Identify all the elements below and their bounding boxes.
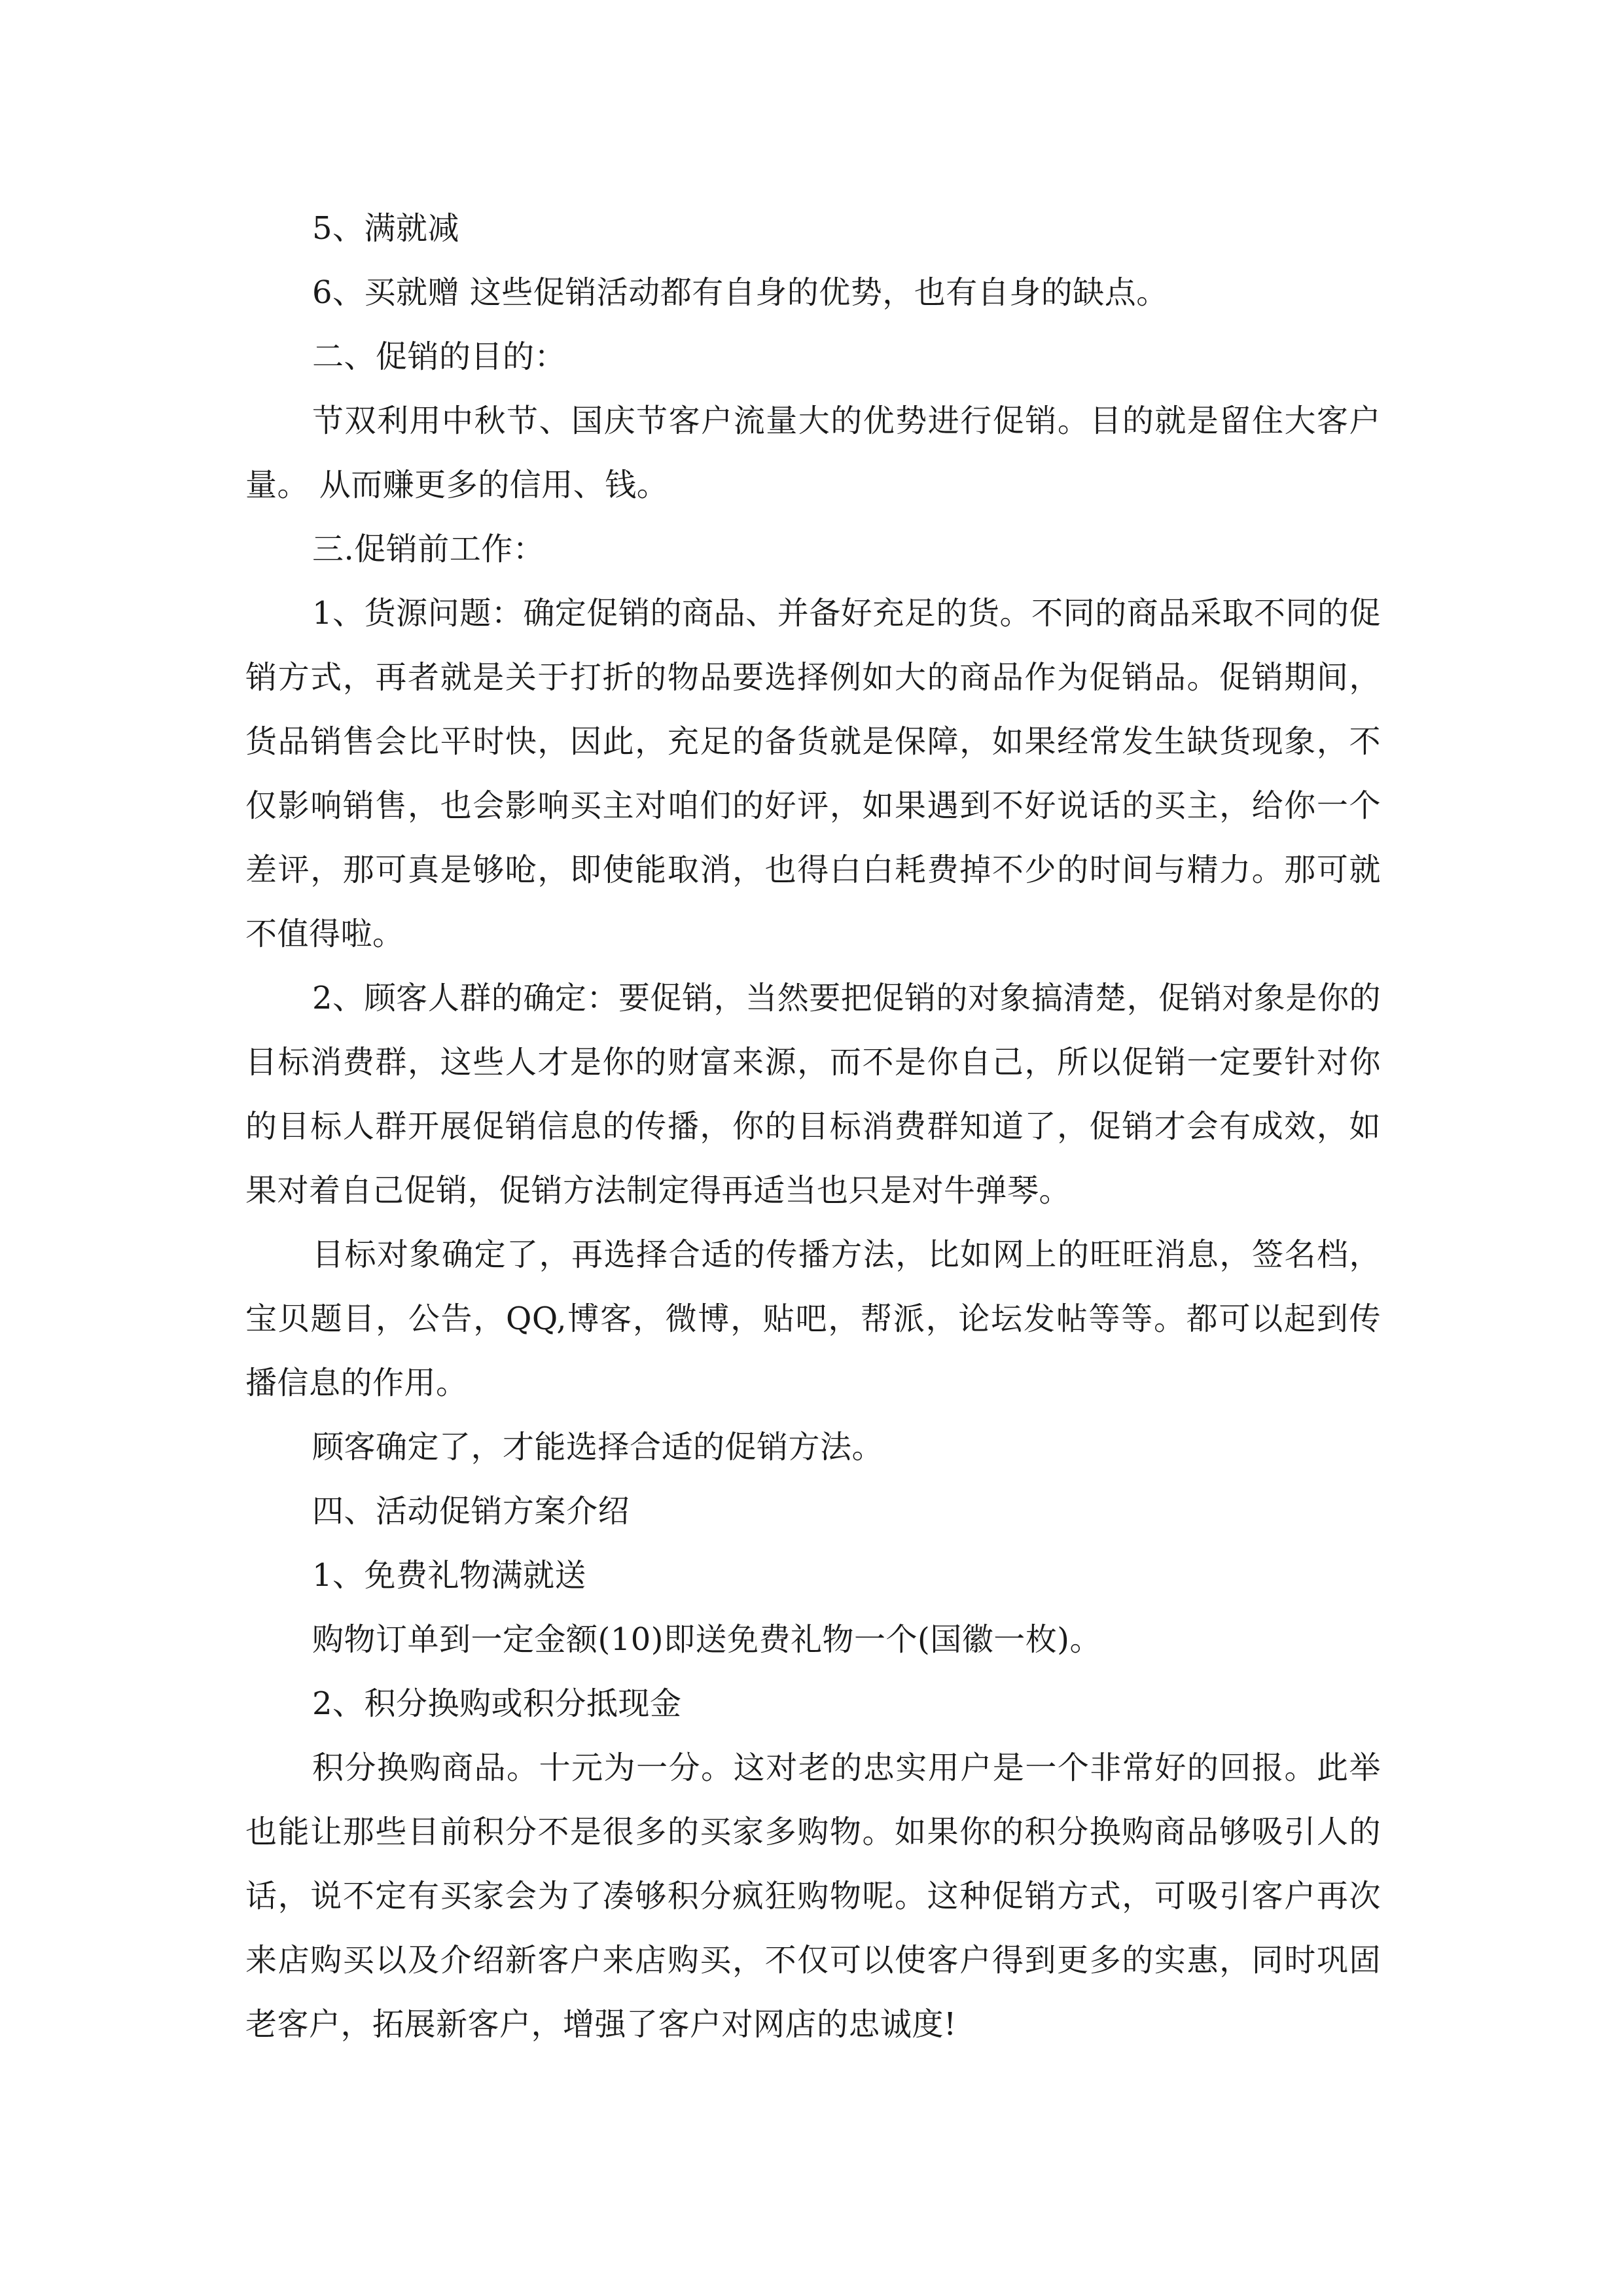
paragraph-full-reduction: 5、满就减 — [312, 210, 460, 247]
heading-points-exchange: 2、积分换购或积分抵现金 — [312, 1685, 682, 1722]
paragraph-customer-confirmed: 顾客确定了，才能选择合适的促销方法。 — [312, 1429, 884, 1465]
paragraph-customer-group: 2、顾客人群的确定：要促销，当然要把促销的对象搞清楚，促销对象是你的目标消费群，这些人才是你的财富来源，而不是你自己，所以促销一定要针对你的目标人群开展促销信息的传播，你的目标消费群知道了，促销才会有成效，如果对着自己促销，促销方法制定得再适当也只是对牛弹琴。 — [245, 980, 1381, 1209]
heading-free-gift: 1、免费礼物满就送 — [312, 1557, 587, 1594]
paragraph-buy-gift: 6、买就赠 这些促销活动都有自身的优势，也有自身的缺点。 — [312, 274, 1168, 311]
paragraph-promotion-purpose: 节双利用中秋节、国庆节客户流量大的优势进行促销。目的就是留住大客户量。 从而赚更多的信用、钱。 — [245, 403, 1381, 503]
document-body — [245, 196, 1381, 2056]
paragraph-points-exchange: 积分换购商品。十元为一分。这对老的忠实用户是一个非常好的回报。此举也能让那些目前积分不是很多的买家多购物。如果你的积分换购商品够吸引人的话，说不定有买家会为了凑够积分疯狂购物呢。这种促销方式，可吸引客户再次来店购买以及介绍新客户来店购买，不仅可以使客户得到更多的实惠，同时巩固老客户，拓展新客户，增强了客户对网店的忠诚度! — [245, 1749, 1381, 2043]
heading-pre-promotion-work: 三.促销前工作： — [312, 531, 545, 567]
paragraph-free-gift: 购物订单到一定金额(10)即送免费礼物一个(国徽一枚)。 — [312, 1621, 1101, 1658]
heading-promotion-purpose: 二、促销的目的： — [312, 338, 567, 375]
paragraph-target-channels: 目标对象确定了，再选择合适的传播方法，比如网上的旺旺消息，签名档，宝贝题目，公告，QQ,博客，微博，贴吧，帮派，论坛发帖等等。都可以起到传播信息的作用。 — [245, 1236, 1381, 1401]
heading-promotion-plan: 四、活动促销方案介绍 — [312, 1493, 630, 1530]
paragraph-supply-issue: 1、货源问题：确定促销的商品、并备好充足的货。不同的商品采取不同的促销方式，再者就是关于打折的物品要选择例如大的商品作为促销品。促销期间，货品销售会比平时快，因此，充足的备货就是保障，如果经常发生缺货现象，不仅影响销售，也会影响买主对咱们的好评，如果遇到不好说话的买主，给你一个差评，那可真是够呛，即使能取消，也得白白耗费掉不少的时间与精力。那可就不值得啦。 — [245, 595, 1381, 952]
